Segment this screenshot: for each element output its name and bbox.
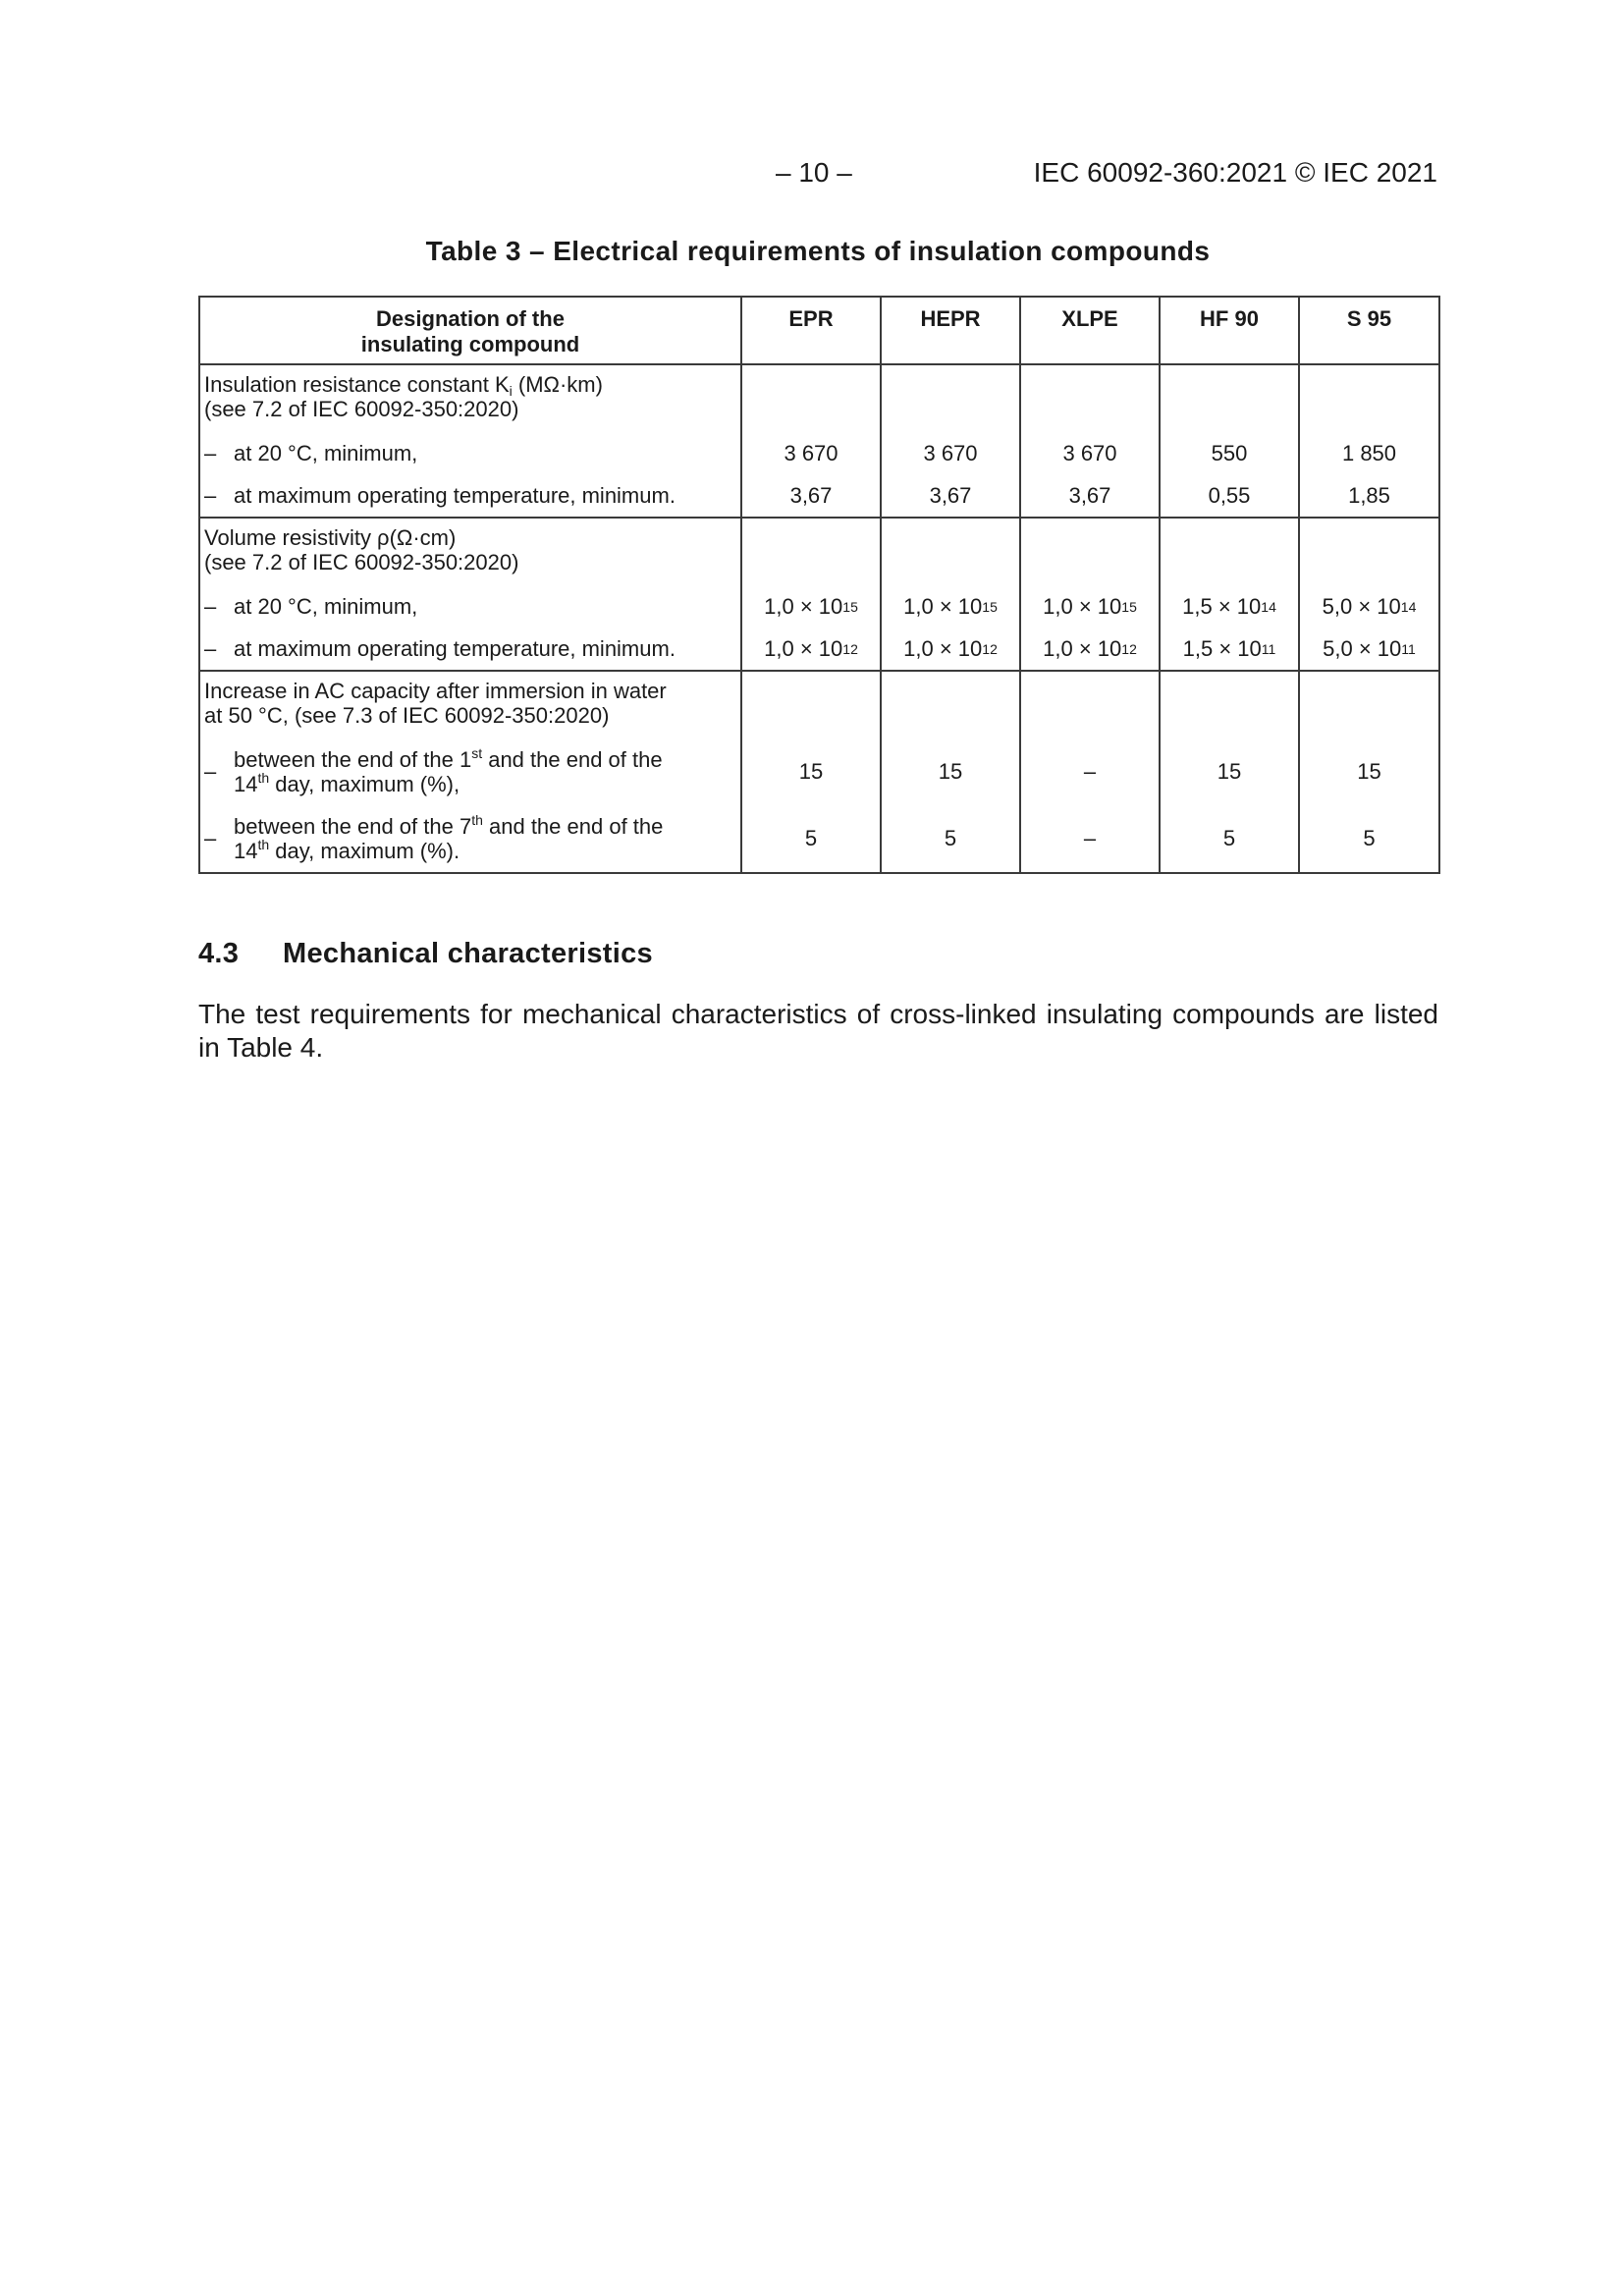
table-title: Table 3 – Electrical requirements of insulation compounds xyxy=(425,236,1211,266)
cell-value: 5 xyxy=(1363,826,1376,850)
group-title: Insulation resistance constant $K_i$ (MΩ·km) (see 7.2 of IEC 60092-350:2020) xyxy=(204,372,603,421)
dash-bullet: – xyxy=(204,440,217,465)
column-header: EPR xyxy=(741,297,881,364)
body-paragraph: The test requirements for mechanical characteristics of cross-linked insulating compounds are listed in Table 4. xyxy=(198,999,1438,1063)
cell-value: 1 850 xyxy=(1341,440,1397,465)
cell-value: 1,0 × 10 12 xyxy=(903,635,998,661)
condition-text: at 20 °C, minimum, xyxy=(234,594,418,619)
cell-value: 3,67 xyxy=(789,482,833,508)
column-header: HF 90 xyxy=(1160,297,1299,364)
electrical-requirements-table xyxy=(198,296,1440,874)
dash-bullet: – xyxy=(204,482,217,508)
dash-bullet: – xyxy=(204,826,217,850)
table-group-row xyxy=(199,671,1439,873)
condition-row-label xyxy=(200,432,740,474)
cell-value: 5 xyxy=(804,826,818,850)
document-identifier: IEC 60092-360:2021 © IEC 2021 xyxy=(1033,157,1437,188)
value-cell xyxy=(741,671,881,873)
column-header: XLPE xyxy=(1020,297,1160,364)
value-cell xyxy=(881,518,1020,671)
cell-value: 550 xyxy=(1211,440,1248,465)
dash-bullet: – xyxy=(204,759,217,784)
cell-value: 1,0 × 10 12 xyxy=(764,635,858,661)
cell-value: 3,67 xyxy=(1068,482,1111,508)
condition-row-label xyxy=(200,585,740,628)
cell-value: 5 xyxy=(944,826,957,850)
group-title: Increase in AC capacity after immersion in water at 50 °C, (see 7.3 of IEC 60092-350:2020) xyxy=(204,679,667,728)
group-label-cell xyxy=(199,671,741,873)
cell-value: 15 xyxy=(1357,759,1381,784)
cell-value: 1,5 × 10 14 xyxy=(1182,593,1276,619)
condition-row-label xyxy=(200,628,740,670)
cell-value: 1,5 × 10 11 xyxy=(1182,635,1276,661)
table-group-row xyxy=(199,518,1439,671)
cell-value: 0,55 xyxy=(1208,482,1251,508)
value-cell xyxy=(1020,671,1160,873)
cell-value: 5,0 × 10 11 xyxy=(1323,635,1416,661)
condition-text: at maximum operating temperature, minimum. xyxy=(234,483,676,508)
cell-value: 15 xyxy=(798,759,824,784)
cell-value: 1,0 × 10 15 xyxy=(1043,593,1137,619)
cell-value: – xyxy=(1083,826,1097,850)
group-label-cell xyxy=(199,518,741,671)
value-cell xyxy=(1160,671,1299,873)
dash-bullet: – xyxy=(204,635,217,661)
cell-value: 3,67 xyxy=(929,482,972,508)
value-cell xyxy=(741,364,881,518)
value-cell xyxy=(1160,364,1299,518)
section-heading xyxy=(198,938,653,970)
cell-value: – xyxy=(1083,759,1097,784)
condition-row-label xyxy=(200,474,740,517)
condition-row-label xyxy=(200,738,740,805)
cell-value: 15 xyxy=(938,759,963,784)
condition-text: between the end of the 7th and the end of the 14th day, maximum (%). xyxy=(234,812,664,863)
cell-value: 3 670 xyxy=(784,440,839,465)
cell-value: 1,0 × 10 15 xyxy=(764,593,858,619)
group-label-cell xyxy=(199,364,741,518)
cell-value: 1,0 × 10 15 xyxy=(903,593,998,619)
value-cell xyxy=(1020,364,1160,518)
column-header: S 95 xyxy=(1299,297,1439,364)
column-header: HEPR xyxy=(881,297,1020,364)
value-cell xyxy=(1299,518,1439,671)
section-title: Mechanical characteristics xyxy=(283,938,653,969)
condition-text: at 20 °C, minimum, xyxy=(234,441,418,465)
value-cell xyxy=(1020,518,1160,671)
condition-text: at maximum operating temperature, minimum. xyxy=(234,636,676,661)
cell-value: 3 670 xyxy=(923,440,978,465)
cell-value: 3 670 xyxy=(1062,440,1117,465)
cell-value: 5,0 × 10 14 xyxy=(1322,593,1417,619)
condition-text: between the end of the 1st and the end of the 14th day, maximum (%), xyxy=(234,745,663,796)
table-group-row xyxy=(199,364,1439,518)
page-number: – 10 – xyxy=(776,157,852,188)
value-cell xyxy=(881,364,1020,518)
value-cell xyxy=(1299,364,1439,518)
table-header-row xyxy=(199,297,1439,364)
cell-value: 15 xyxy=(1217,759,1242,784)
section-number: 4.3 xyxy=(198,938,240,969)
group-title: Volume resistivity ρ(Ω·cm) (see 7.2 of IEC 60092-350:2020) xyxy=(204,525,519,574)
value-cell xyxy=(741,518,881,671)
value-cell xyxy=(881,671,1020,873)
condition-row-label xyxy=(200,805,740,872)
value-cell xyxy=(1299,671,1439,873)
cell-value: 1,0 × 10 12 xyxy=(1043,635,1137,661)
cell-value: 1,85 xyxy=(1348,482,1390,508)
value-cell xyxy=(1160,518,1299,671)
cell-value: 5 xyxy=(1222,826,1236,850)
page-header xyxy=(198,157,1437,196)
designation-header: Designation of the insulating compound xyxy=(199,297,741,364)
dash-bullet: – xyxy=(204,593,217,619)
